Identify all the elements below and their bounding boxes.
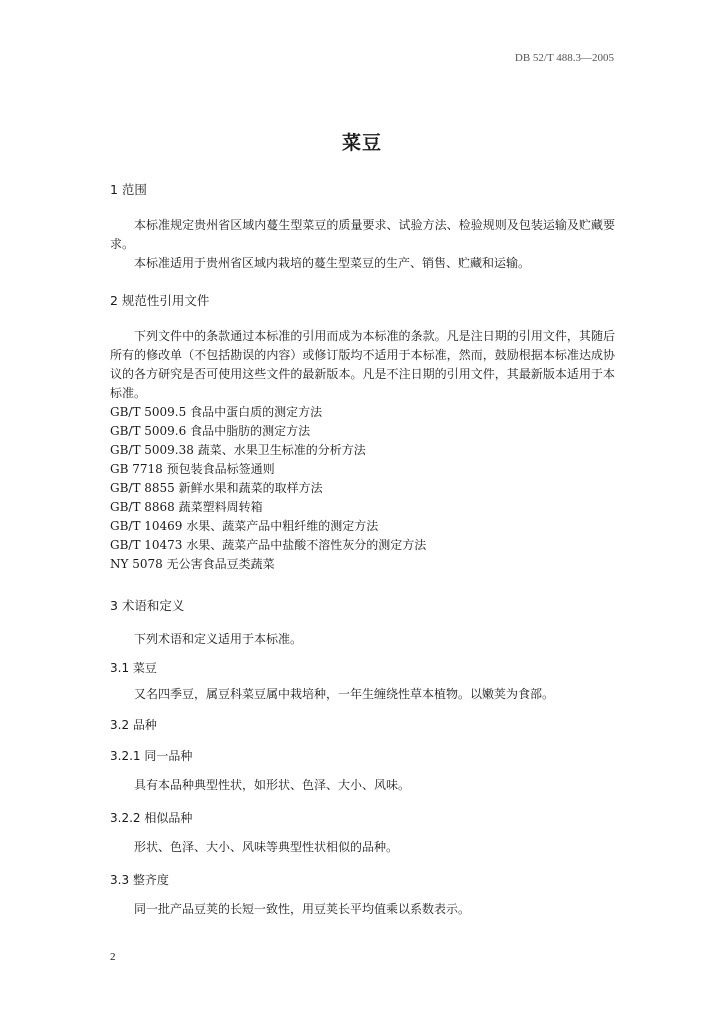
reference-item: NY 5078 无公害食品豆类蔬菜 [110,557,275,571]
terms-intro: 下列术语和定义适用于本标准。 [134,632,303,646]
standard-code: DB 52/T 488.3—2005 [514,52,614,64]
document-title: 菜豆 [341,132,382,154]
scope-paragraph-1: 本标准规定贵州省区域内蔓生型菜豆的质量要求、试验方法、检验规则及包装运输及贮藏要求。 [110,218,615,251]
term-definition-3-2-1: 具有本品种典型性状，如形状、色泽、大小、风味。 [134,778,411,792]
document-body [110,180,615,919]
term-heading-3-2-1: 3.2.1 同一品种 [110,749,193,763]
scope-paragraph-2: 本标准适用于贵州省区域内栽培的蔓生型菜豆的生产、销售、贮藏和运输。 [134,256,531,270]
term-heading-3-3: 3.3 整齐度 [110,873,169,887]
reference-item: GB/T 8855 新鲜水果和蔬菜的取样方法 [110,481,323,495]
references-intro-paragraph: 下列文件中的条款通过本标准的引用而成为本标准的条款。凡是注日期的引用文件，其随后所有的修改单（不包括勘误的内容）或修订版均不适用于本标准，然而，鼓励根据本标准达成协议的各方研究是否可使用这些文件的最新版本。凡是不注日期的引用文件，其最新版本适用于本标准。 [110,329,615,400]
reference-item: GB 7718 预包装食品标签通则 [110,462,275,476]
term-definition-3-2-2: 形状、色泽、大小、风味等典型性状相似的品种。 [134,840,399,854]
reference-item: GB/T 10469 水果、蔬菜产品中粗纤维的测定方法 [110,519,379,533]
reference-item: GB/T 5009.6 食品中脂肪的测定方法 [110,424,311,438]
reference-item: GB/T 5009.5 食品中蛋白质的测定方法 [110,405,323,419]
section-heading-scope: 1 范围 [110,182,147,197]
reference-item: GB/T 10473 水果、蔬菜产品中盐酸不溶性灰分的测定方法 [110,538,427,552]
page-number: 2 [110,951,116,963]
term-definition-3-1: 又名四季豆，属豆科菜豆属中栽培种，一年生缠绕性草本植物。以嫩荚为食部。 [134,687,555,701]
reference-item: GB/T 8868 蔬菜塑料周转箱 [110,500,263,514]
section-heading-terms: 3 术语和定义 [110,598,185,613]
reference-item: GB/T 5009.38 蔬菜、水果卫生标准的分析方法 [110,443,366,457]
term-heading-3-2: 3.2 品种 [110,718,157,732]
term-definition-3-3: 同一批产品豆荚的长短一致性，用豆荚长平均值乘以系数表示。 [134,902,471,916]
section-heading-normative-references: 2 规范性引用文件 [110,293,210,308]
term-heading-3-2-2: 3.2.2 相似品种 [110,811,193,825]
term-heading-3-1: 3.1 菜豆 [110,661,157,675]
